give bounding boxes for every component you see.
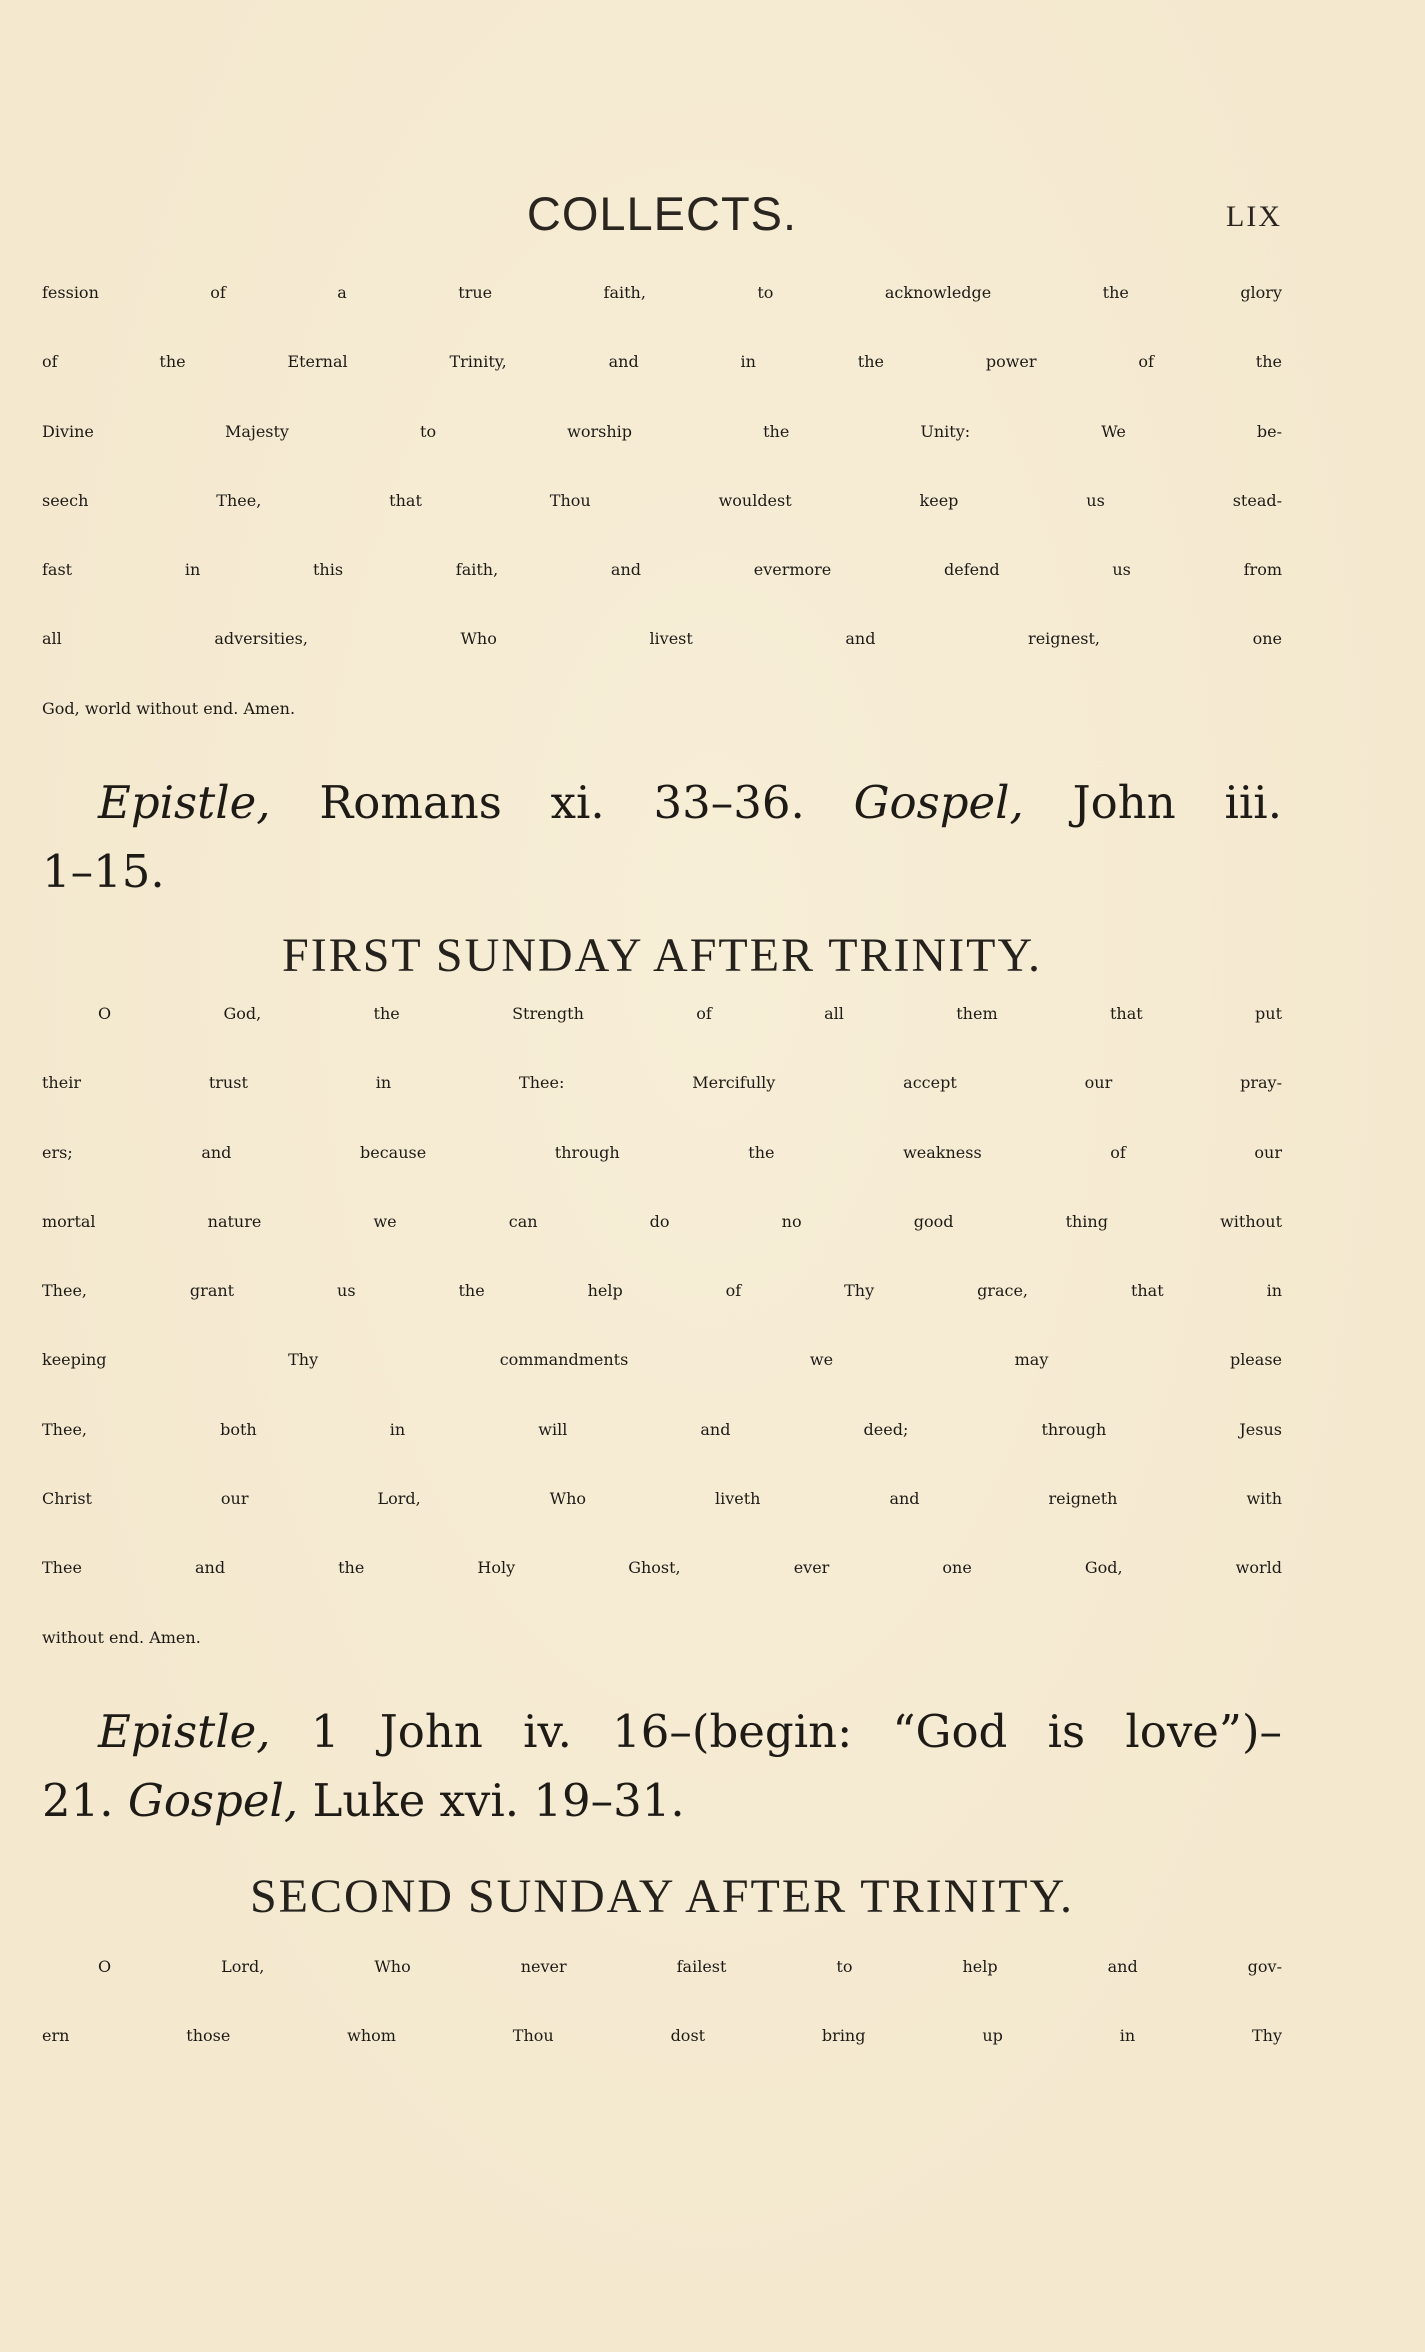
text-line: ers; and because through the weakness of our bbox=[42, 1142, 1282, 1162]
epistle-reference: Romans xi. 33–36. bbox=[270, 776, 854, 830]
epistle-label: Epistle, bbox=[98, 776, 271, 830]
text-line: ern those whom Thou dost bring up in Thy bbox=[42, 2026, 1282, 2046]
text-line: Thee, both in will and deed; through Jesus bbox=[42, 1419, 1282, 1439]
text-line: fast in this faith, and evermore defend us from bbox=[42, 560, 1282, 580]
section-heading: SECOND SUNDAY AFTER TRINITY. bbox=[249, 1869, 1075, 1923]
reading-citation bbox=[42, 1697, 1282, 1836]
page-title: COLLECTS. bbox=[526, 187, 798, 240]
text-line: God, world without end. Amen. bbox=[42, 698, 296, 718]
gospel-reference: John iii. bbox=[1023, 776, 1282, 830]
citation-continuation: 21. bbox=[42, 1774, 128, 1828]
text-line: mortal nature we can do no good thing without bbox=[42, 1211, 1282, 1231]
page-number: LIX bbox=[1226, 200, 1282, 233]
citation-line: 1–15. bbox=[42, 845, 165, 899]
text-line: seech Thee, that Thou wouldest keep us stead- bbox=[42, 490, 1282, 510]
collect-second-sunday bbox=[42, 1957, 1282, 2096]
text-line: Christ our Lord, Who liveth and reigneth with bbox=[42, 1489, 1282, 1509]
gospel-reference: Luke xvi. 19–31. bbox=[298, 1774, 685, 1828]
text-line: keeping Thy commandments we may please bbox=[42, 1350, 1282, 1370]
text-line: Thee, grant us the help of Thy grace, that in bbox=[42, 1281, 1282, 1301]
citation-line bbox=[42, 768, 1282, 837]
epistle-label: Epistle, bbox=[98, 1704, 271, 1758]
citation-line bbox=[42, 1766, 1282, 1835]
epistle-reference: 1 John iv. 16–(begin: “God is love”)– bbox=[270, 1704, 1282, 1758]
running-head bbox=[42, 186, 1282, 246]
text-line: fession of a true faith, to acknowledge the glory bbox=[42, 283, 1282, 302]
body-text bbox=[42, 283, 1282, 2095]
gospel-label: Gospel, bbox=[127, 1774, 299, 1828]
text-line: O God, the Strength of all them that put bbox=[98, 1003, 1282, 1023]
section-heading: FIRST SUNDAY AFTER TRINITY. bbox=[282, 928, 1042, 982]
text-line: all adversities, Who livest and reignest, one bbox=[42, 629, 1282, 649]
collect-first-sunday bbox=[42, 1004, 1282, 1697]
text-line: O Lord, Who never failest to help and gov- bbox=[98, 1956, 1282, 1976]
text-line: of the Eternal Trinity, and in the power of the bbox=[42, 352, 1282, 372]
collect-trinity-continuation bbox=[42, 283, 1282, 768]
reading-citation bbox=[42, 768, 1282, 907]
gospel-label: Gospel, bbox=[853, 776, 1024, 830]
text-line: without end. Amen. bbox=[42, 1627, 201, 1647]
text-line: Divine Majesty to worship the Unity: We be- bbox=[42, 421, 1282, 441]
text-line: Thee and the Holy Ghost, ever one God, world bbox=[42, 1558, 1282, 1578]
text-line: their trust in Thee: Mercifully accept our pray- bbox=[42, 1073, 1282, 1093]
citation-line bbox=[42, 1697, 1282, 1766]
